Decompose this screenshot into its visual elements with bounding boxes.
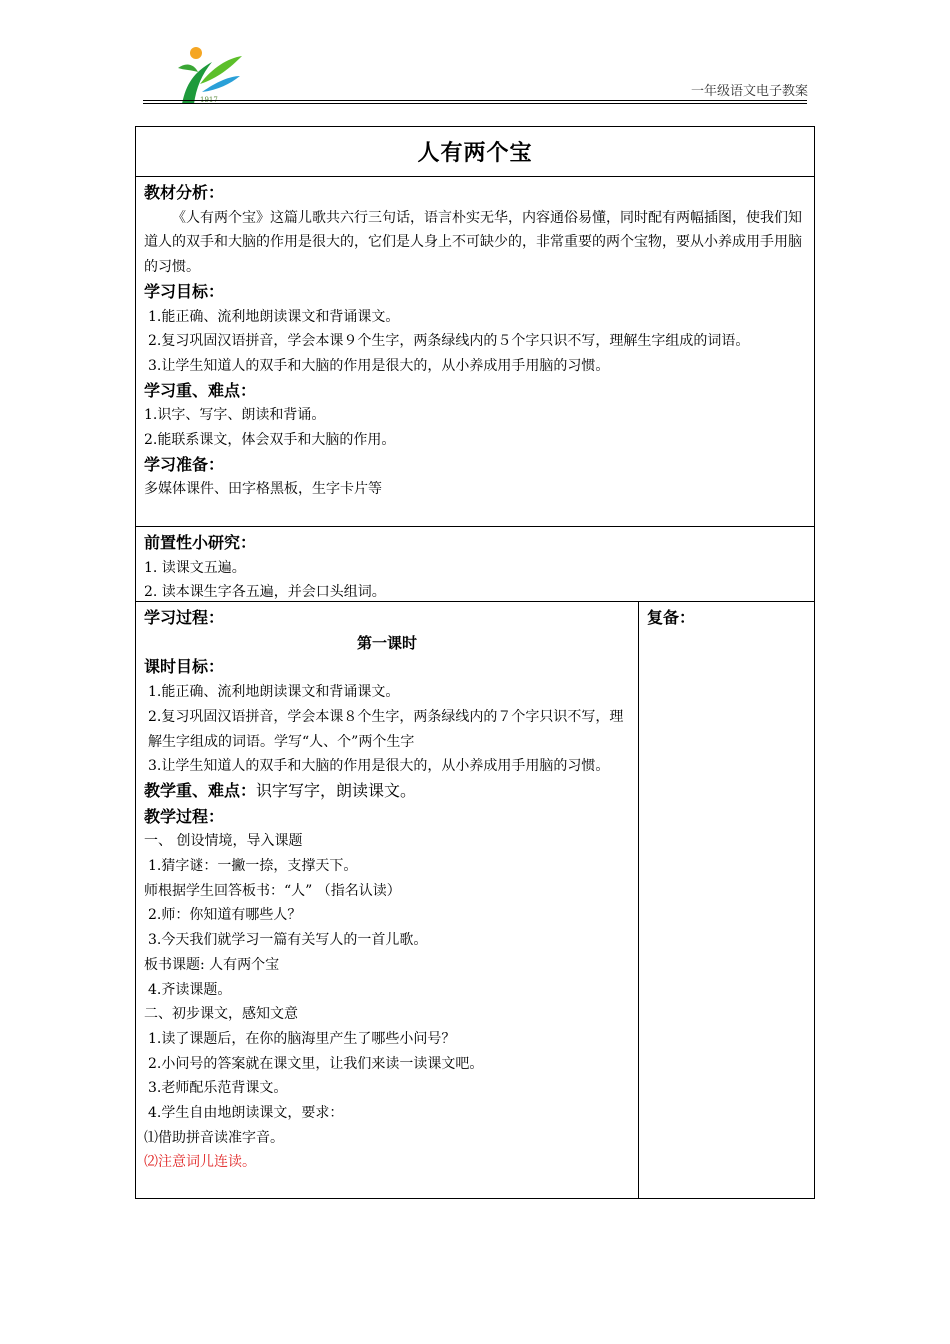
review-column bbox=[639, 602, 814, 1199]
analysis-section bbox=[136, 177, 814, 527]
teaching-heading: 教学过程： bbox=[144, 806, 225, 826]
step-item: 板书课题: 人有两个宝 bbox=[144, 956, 280, 973]
session-goal-item: 1.能正确、流利地朗读课文和背诵课文。 bbox=[148, 684, 400, 701]
step-item: 2.小问号的答案就在课文里，让我们来读一读课文吧。 bbox=[148, 1055, 484, 1072]
analysis-heading: 教材分析： bbox=[144, 183, 225, 202]
analysis-text: 《人有两个宝》这篇儿歌共六行三句话，语言朴实无华，内容通俗易懂，同时配有两幅插图，使我们知道人的双手和大脑的作用是很大的，它们是人身上不可缺少的，非常重要的两个宝物，要从小养成用手用脑的习惯。 bbox=[144, 209, 802, 276]
step-item: 师根据学生回答板书：“人” （指名认读） bbox=[144, 882, 401, 899]
prep-text: 多媒体课件、田字格黑板，生字卡片等 bbox=[144, 481, 382, 498]
focus-label: 教学重、难点： bbox=[144, 780, 257, 800]
step-item: 一、 创设情境，导入课题 bbox=[144, 833, 303, 850]
focus-text: 识字写字，朗读课文。 bbox=[256, 780, 417, 800]
title-row bbox=[136, 127, 814, 177]
step-item-highlighted: ⑵注意词儿连读。 bbox=[144, 1154, 256, 1171]
step-item: 2.师：你知道有哪些人？ bbox=[148, 907, 302, 924]
key-point-item: 1.识字、写字、朗读和背诵。 bbox=[144, 407, 326, 424]
step-item: 1.读了课题后，在你的脑海里产生了哪些小问号？ bbox=[148, 1030, 456, 1047]
logo-year: 1917 bbox=[200, 96, 218, 104]
step-item: 3.老师配乐范背课文。 bbox=[148, 1080, 288, 1097]
step-item: 3.今天我们就学习一篇有关写人的一首儿歌。 bbox=[148, 932, 428, 949]
goals-heading: 学习目标： bbox=[144, 281, 225, 301]
pre-study-item: 1. 读课文五遍。 bbox=[144, 559, 246, 576]
goal-item: 3.让学生知道人的双手和大脑的作用是很大的，从小养成用手用脑的习惯。 bbox=[148, 357, 610, 374]
pre-study-item: 2. 读本课生字各五遍，并会口头组词。 bbox=[144, 584, 386, 601]
school-logo bbox=[172, 44, 244, 108]
process-heading: 学习过程： bbox=[144, 608, 225, 627]
key-point-item: 2.能联系课文，体会双手和大脑的作用。 bbox=[144, 432, 396, 449]
step-item: 1.猜字谜：一撇一捺，支撑天下。 bbox=[148, 858, 358, 875]
document-label: 一年级语文电子教案 bbox=[690, 84, 808, 99]
process-section bbox=[136, 602, 814, 1199]
header-divider-secondary bbox=[143, 103, 807, 104]
step-item: 4.齐读课题。 bbox=[148, 981, 232, 998]
goal-item: 1.能正确、流利地朗读课文和背诵课文。 bbox=[148, 308, 400, 325]
goal-item: 2.复习巩固汉语拼音，学会本课９个生字，两条绿线内的５个字只识不写，理解生字组成的词语。 bbox=[148, 333, 750, 350]
review-heading: 复备： bbox=[647, 608, 696, 627]
session-goal-item: 2.复习巩固汉语拼音，学会本课８个生字，两条绿线内的７个字只识不写，理解生字组成的词语。学写“人、个”两个生字 bbox=[148, 708, 624, 750]
step-item: 二、初步课文，感知文意 bbox=[144, 1006, 298, 1023]
focus-line bbox=[144, 779, 630, 805]
prep-heading: 学习准备： bbox=[144, 454, 225, 474]
pre-study-heading: 前置性小研究： bbox=[144, 533, 257, 552]
step-item: ⑴借助拼音读准字音。 bbox=[144, 1129, 284, 1146]
header-divider bbox=[143, 100, 807, 101]
session-goals-heading: 课时目标： bbox=[144, 657, 225, 677]
session-title: 第一课时 bbox=[356, 633, 417, 652]
step-item: 4.学生自由地朗读课文，要求： bbox=[148, 1105, 344, 1122]
lesson-title: 人有两个宝 bbox=[417, 140, 533, 166]
process-main-column bbox=[136, 602, 639, 1199]
pre-study-section bbox=[136, 527, 814, 602]
session-goal-item: 3.让学生知道人的双手和大脑的作用是很大的，从小养成用手用脑的习惯。 bbox=[148, 758, 610, 775]
key-points-heading: 学习重、难点： bbox=[144, 380, 257, 400]
lesson-plan-table bbox=[135, 126, 815, 1199]
